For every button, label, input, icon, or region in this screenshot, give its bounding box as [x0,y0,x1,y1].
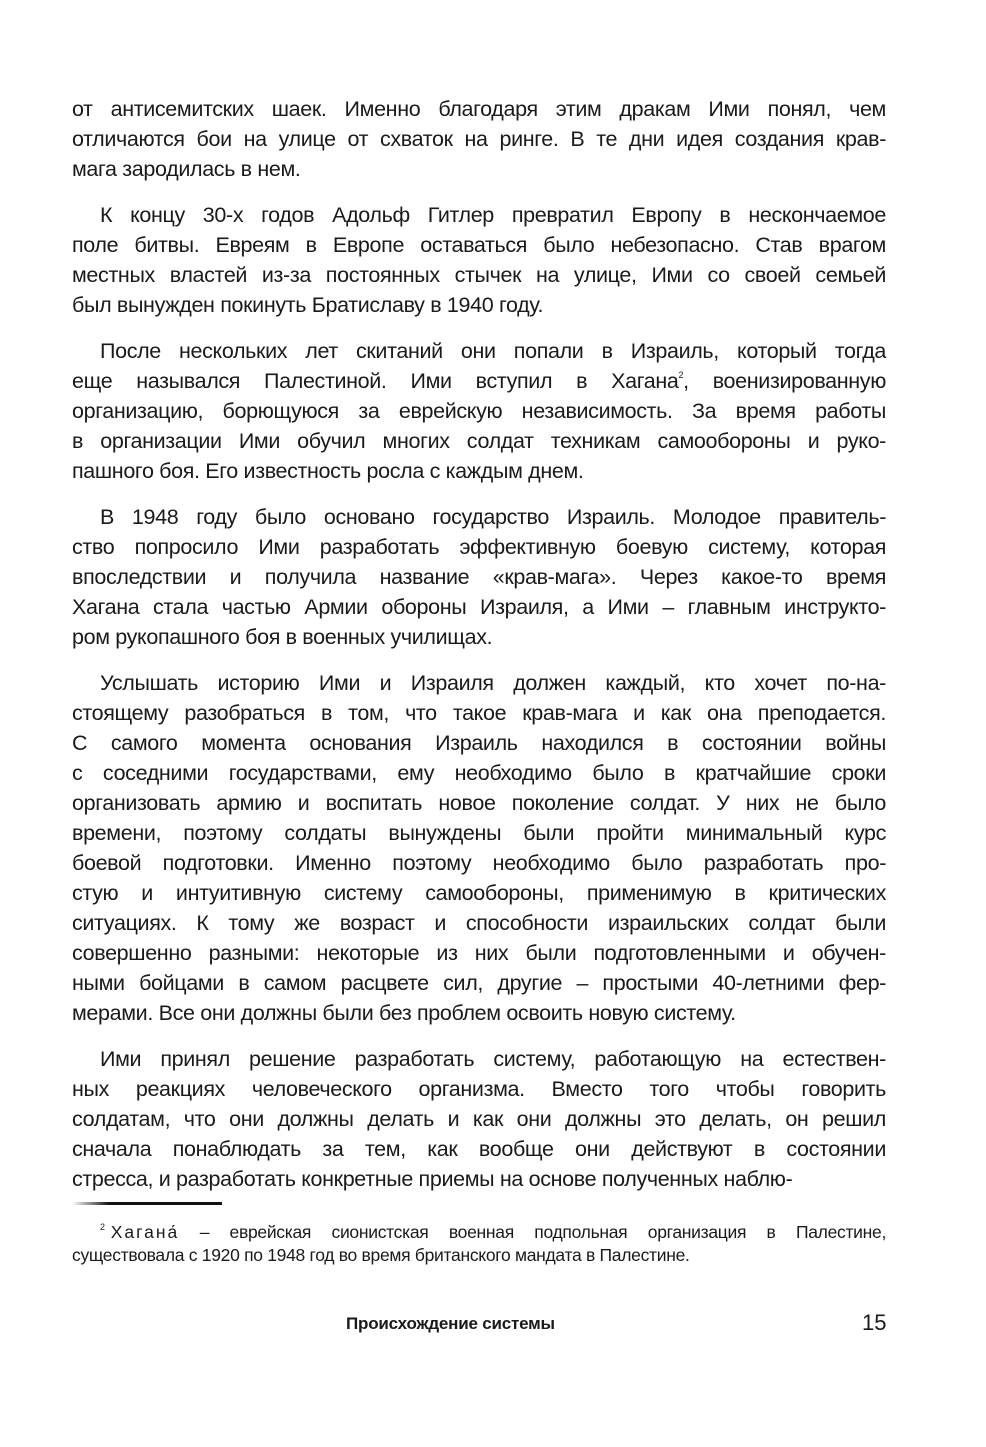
text-line: совершенно разными: некоторые из них были подготовленными и обучен- [72,941,886,965]
text-line: был вынужден покинуть Братиславу в 1940 году. [72,293,544,317]
text-line: Ими принял решение разработать систему, работающую на естествен- [100,1047,886,1071]
body-text [72,94,886,1210]
text-line: После нескольких лет скитаний они попали в Израиль, который тогда [100,339,886,363]
footnote-line-1 [72,1213,886,1241]
paragraph [72,668,886,1028]
text-line: организовать армию и воспитать новое поколение солдат. У них не было [72,791,886,815]
paragraph [72,1044,886,1194]
text-line: ство попросило Ими разработать эффективную боевую систему, которая [72,535,886,559]
paragraph [72,200,886,320]
paragraph [72,336,886,486]
paragraph [72,502,886,652]
text-line: ными бойцами в самом расцвете сил, другие – простыми 40-летними фер- [72,971,886,995]
text-line: местных властей из-за постоянных стычек на улице, Ими со своей семьей [72,263,886,287]
text-line: солдатам, что они должны делать и как они должны это делать, он решил [72,1107,886,1131]
text-line: Услышать историю Ими и Израиля должен каждый, кто хочет по-на- [100,671,886,695]
text-line: мерами. Все они должны были без проблем освоить новую систему. [72,1001,736,1025]
footnote-marker: 2 [100,1222,105,1232]
footnote-line-2: существовала с 1920 по 1948 год во время британского мандата в Палестине. [72,1245,690,1265]
text-line: стую и интуитивную систему самообороны, применимую в критических [72,881,886,905]
text-line: стресса, и разработать конкретные приемы на основе полученных наблю- [72,1167,793,1191]
text-line: пашного боя. Его известность росла с каждым днем. [72,459,584,483]
paragraph [72,94,886,184]
text-line: ных реакциях человеческого организма. Вместо того чтобы говорить [72,1077,886,1101]
text-line: еще назывался Палестиной. Ими вступил в Хагана$^2$, военизированную [72,369,886,393]
text-line: ром рукопашного боя в военных училищах. [72,625,493,649]
text-line: К концу 30-х годов Адольф Гитлер превратил Европу в нескончаемое [100,203,886,227]
text-line: Хагана стала частью Армии обороны Израиля, а Ими – главным инструкто- [72,595,886,619]
text-line: стоящему разобраться в том, что такое крав-мага и как она преподается. [72,701,886,725]
text-line: поле битвы. Евреям в Европе оставаться было небезопасно. Став врагом [72,233,886,257]
footnote [72,1213,886,1269]
text-line: боевой подготовки. Именно поэтому необходимо было разработать про- [72,851,886,875]
text-line: времени, поэтому солдаты вынуждены были пройти минимальный курс [72,821,886,845]
text-line: сначала понаблюдать за тем, как вообще они действуют в состоянии [72,1137,886,1161]
text-line: ситуациях. К тому же возраст и способности израильских солдат были [72,911,886,935]
running-title: Происхождение системы [346,1314,555,1333]
footnote-separator [72,1202,222,1205]
footnote-definition: – еврейская сионистская военная подпольная организация в Палестине, [199,1222,887,1242]
footnote-reference[interactable]: 2 [678,370,684,380]
text-line: организацию, борющуюся за еврейскую независимость. За время работы [72,399,886,423]
text-line: В 1948 году было основано государство Израиль. Молодое правитель- [100,505,886,529]
text-line: мага зародилась в нем. [72,157,301,181]
footnote-term: Хагана́ [110,1222,180,1242]
running-footer [0,1310,986,1340]
text-line: впоследствии и получила название «крав-мага». Через какое-то время [72,565,886,589]
text-line: от антисемитских шаек. Именно благодаря этим дракам Ими понял, чем [72,97,886,121]
text-line: отличаются бои на улице от схваток на ринге. В те дни идея создания крав- [72,127,886,151]
page-number: 15 [862,1310,887,1335]
text-line: с соседними государствами, ему необходимо было в кратчайшие сроки [72,761,886,785]
text-line: в организации Ими обучил многих солдат техникам самообороны и руко- [72,429,886,453]
text-line: С самого момента основания Израиль находился в состоянии войны [72,731,886,755]
